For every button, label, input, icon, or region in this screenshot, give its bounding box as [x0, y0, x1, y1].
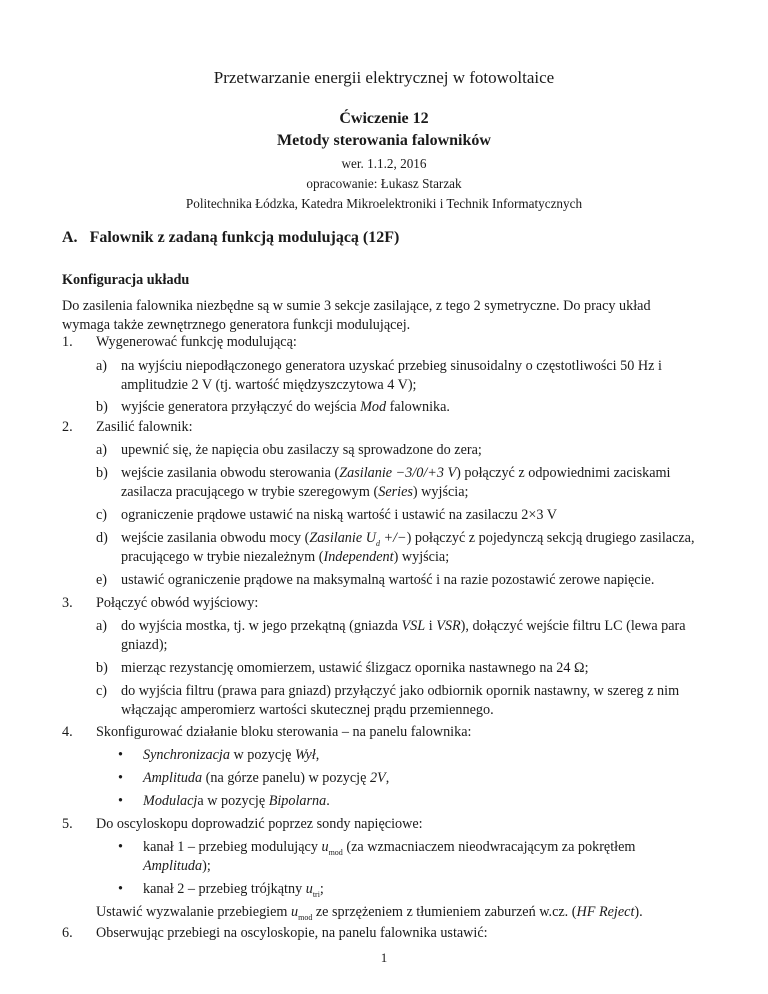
substep-line: zasilacza pracującego w trybie szeregowym (Series) wyjścia;	[121, 484, 469, 500]
step-number: 4.	[62, 724, 73, 740]
version-line: wer. 1.1.2, 2016	[341, 156, 427, 171]
substep-line: wejście zasilania obwodu sterowania (Zasilanie −3/0/+3 V) połączyć z odpowiednimi zaciskami	[121, 465, 671, 481]
substep-line: ustawić ograniczenie prądowe na maksymalną wartość i na razie pozostawić zerowe napięcie.	[121, 572, 655, 588]
substep-label: d)	[96, 530, 108, 546]
bullet-line: kanał 1 – przebieg modulujący $u_{mod}$ (za wzmacniaczem nieodwracającym za pokrętłem	[143, 839, 636, 857]
substep-label: b)	[96, 399, 108, 415]
substep-label: b)	[96, 660, 108, 676]
step-number: 6.	[62, 925, 73, 941]
step-text: Skonfigurować działanie bloku sterowania – na panelu falownika:	[96, 724, 472, 740]
step-number: 3.	[62, 595, 73, 611]
page-number: 1	[380, 950, 388, 965]
substep-label: a)	[96, 358, 108, 374]
substep-line: amplitudzie 2 V (tj. wartość międzyszczytowa 4 V);	[121, 377, 417, 393]
bullet-line: Amplituda (na górze panelu) w pozycję 2V,	[143, 770, 390, 786]
substep-label: a)	[96, 618, 108, 634]
step-number: 5.	[62, 816, 73, 832]
bullet-icon: •	[118, 747, 123, 763]
substep-label: c)	[96, 507, 108, 523]
section-heading	[62, 228, 399, 248]
step-text: Wygenerować funkcję modulującą:	[96, 334, 297, 350]
exercise-number: Ćwiczenie 12	[339, 110, 429, 127]
bullet-line: Synchronizacja w pozycję Wył,	[143, 747, 320, 763]
substep-line: upewnić się, że napięcia obu zasilaczy są sprowadzone do zera;	[121, 442, 482, 458]
step-text: Połączyć obwód wyjściowy:	[96, 595, 259, 611]
bullet-line: Amplituda);	[143, 858, 211, 874]
bullet-line: Modulacja w pozycję Bipolarna.	[143, 793, 330, 809]
course-title: Przetwarzanie energii elektrycznej w fotowoltaice	[213, 68, 555, 87]
substep-label: a)	[96, 442, 108, 458]
intro-line-2: wymaga także zewnętrznego generatora funkcji modulującej.	[62, 317, 411, 333]
substep-line: włączając amperomierz wartości skutecznej prądu przemiennego.	[121, 702, 494, 718]
bullet-icon: •	[118, 770, 123, 786]
substep-label: e)	[96, 572, 108, 588]
substep-line: wejście zasilania obwodu mocy (Zasilanie $U_d$ +/−) połączyć z pojedynczą sekcją drugiego zasilacza,	[121, 530, 695, 548]
substep-label: b)	[96, 465, 108, 481]
substep-line: do wyjścia mostka, tj. w jego przekątną (gniazda VSL i VSR), dołączyć wejście filtru LC (lewa para	[121, 618, 686, 634]
substep-line: do wyjścia filtru (prawa para gniazd) przyłączyć jako odbiornik opornik nastawny, w szereg z nim	[121, 683, 680, 699]
step-text: Zasilić falownik:	[96, 419, 193, 435]
section-title: Falownik z zadaną funkcją modulującą (12F)	[89, 229, 400, 246]
bullet-icon: •	[118, 881, 123, 897]
step-text: Obserwując przebiegi na oscyloskopie, na panelu falownika ustawić:	[96, 925, 488, 941]
subsection-heading: Konfiguracja układu	[62, 272, 190, 288]
substep-line: na wyjściu niepodłączonego generatora uzyskać przebieg sinusoidalny o częstotliwości 50 Hz i	[121, 358, 662, 374]
section-label: A.	[62, 229, 78, 246]
substep-line: pracującego w trybie niezależnym (Independent) wyjścia;	[121, 549, 450, 565]
bullet-icon: •	[118, 793, 123, 809]
substep-line: mierząc rezystancję omomierzem, ustawić ślizgacz opornika nastawnego na 24 Ω;	[121, 660, 589, 676]
step-note: Ustawić wyzwalanie przebiegiem $u_{mod}$ ze sprzężeniem z tłumieniem zaburzeń w.cz. (HF Reject).	[96, 904, 643, 922]
substep-label: c)	[96, 683, 108, 699]
institution-line: Politechnika Łódzka, Katedra Mikroelektroniki i Technik Informatycznych	[185, 196, 583, 211]
intro-line-1: Do zasilenia falownika niezbędne są w sumie 3 sekcje zasilające, z tego 2 symetryczne. Do pracy układ	[62, 298, 651, 314]
step-number: 2.	[62, 419, 73, 435]
step-text: Do oscyloskopu doprowadzić poprzez sondy napięciowe:	[96, 816, 423, 832]
substep-line: ograniczenie prądowe ustawić na niską wartość i ustawić na zasilaczu 2×3 V	[121, 507, 557, 523]
bullet-line: kanał 2 – przebieg trójkątny $u_{tri}$;	[143, 881, 324, 899]
step-number: 1.	[62, 334, 73, 350]
substep-line: wyjście generatora przyłączyć do wejścia Mod falownika.	[121, 399, 450, 415]
author-line: opracowanie: Łukasz Starzak	[306, 176, 462, 191]
exercise-title: Metody sterowania falowników	[277, 132, 491, 149]
bullet-icon: •	[118, 839, 123, 855]
substep-line: gniazd);	[121, 637, 168, 653]
